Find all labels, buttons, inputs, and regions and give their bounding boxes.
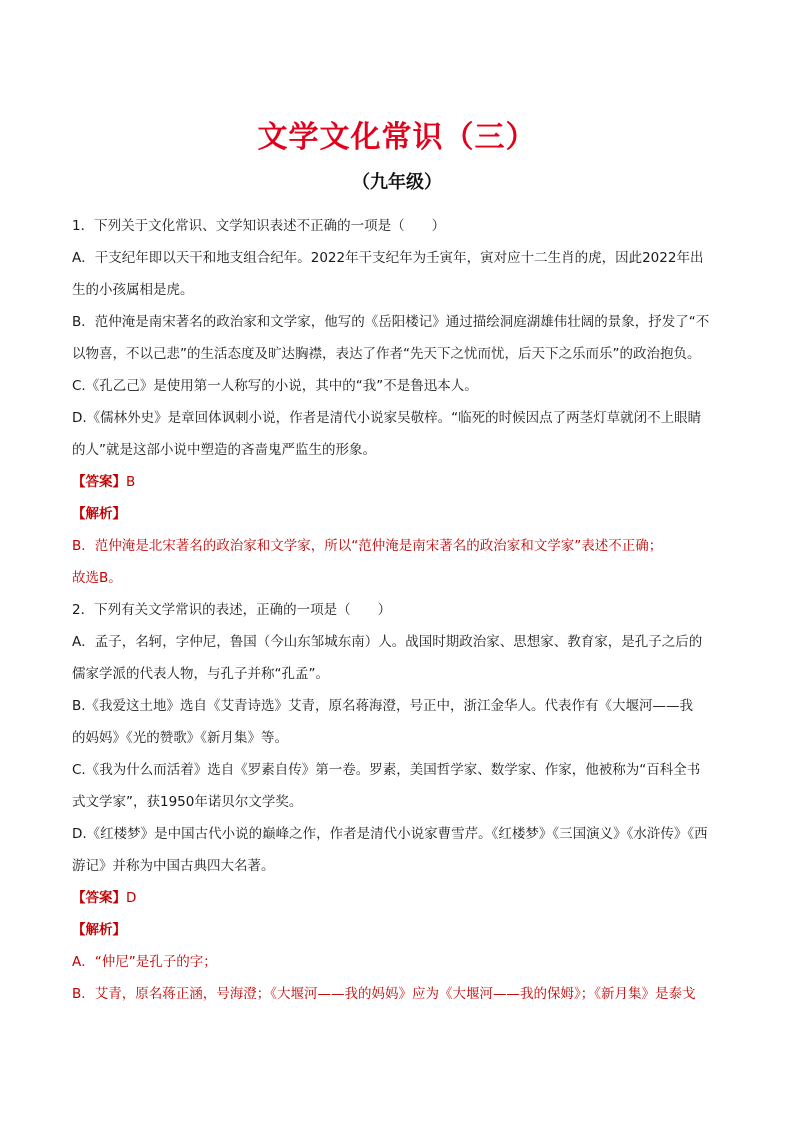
question-1-answer — [72, 466, 722, 498]
answer-value: D — [126, 890, 137, 906]
question-1-option-d: D.《儒林外史》是章回体讽刺小说，作者是清代小说家吴敬梓。“临死的时候因点了两茎灯草就闭不上眼睛 — [72, 410, 702, 426]
question-1-analysis-line-2: 故选B。 — [72, 570, 122, 586]
question-1-analysis-label: 【解析】 — [72, 506, 126, 522]
question-1-option-d-cont: 的人”就是这部小说中塑造的吝啬鬼严监生的形象。 — [72, 442, 376, 458]
question-1-stem: 1．下列关于文化常识、文学知识表述不正确的一项是（ ） — [72, 218, 446, 234]
question-1-analysis-line-1: B．范仲淹是北宋著名的政治家和文学家，所以“范仲淹是南宋著名的政治家和文学家”表述不正确； — [72, 538, 663, 554]
question-1-option-c: C.《孔乙己》是使用第一人称写的小说，其中的“我”不是鲁迅本人。 — [72, 378, 478, 394]
answer-value: B — [126, 474, 136, 490]
question-2-option-d: D.《红楼梦》是中国古代小说的巅峰之作，作者是清代小说家曹雪芹。《红楼梦》《三国演义》《水浒传》《西 — [72, 826, 708, 842]
question-2-analysis-label: 【解析】 — [72, 922, 126, 938]
question-1-option-b-cont: 以物喜，不以己悲”的生活态度及旷达胸襟，表达了作者“先天下之忧而忧，后天下之乐而乐”的政治抱负。 — [72, 346, 701, 362]
page-title: 文学文化常识（三） — [257, 120, 537, 155]
question-2-analysis-line-2: B．艾青，原名蒋正涵，号海澄；《大堰河——我的妈妈》应为《大堰河——我的保姆》；《新月集》是泰戈 — [72, 986, 696, 1002]
question-1-option-a-cont: 生的小孩属相是虎。 — [72, 282, 194, 298]
answer-label: 【答案】 — [72, 890, 126, 906]
question-2-option-d-cont: 游记》并称为中国古典四大名著。 — [72, 858, 275, 874]
question-2-option-b: B.《我爱这土地》选自《艾青诗选》艾青，原名蒋海澄，号正中，浙江金华人。代表作有《大堰河——我 — [72, 698, 694, 714]
answer-label: 【答案】 — [72, 474, 126, 490]
question-2-option-c-cont: 式文学家”，获1950年诺贝尔文学奖。 — [72, 794, 303, 810]
question-list — [72, 210, 722, 1010]
question-2-stem: 2．下列有关文学常识的表述，正确的一项是（ ） — [72, 602, 392, 618]
question-2-option-c: C.《我为什么而活着》选自《罗素自传》第一卷。罗素，美国哲学家、数学家、作家，他被称为“百科全书 — [72, 762, 701, 778]
question-2-option-a: A．孟子，名轲，字仲尼，鲁国（今山东邹城东南）人。战国时期政治家、思想家、教育家，是孔子之后的 — [72, 634, 703, 650]
question-2-option-a-cont: 儒家学派的代表人物，与孔子并称“孔孟”。 — [72, 666, 329, 682]
page-subtitle: （九年级） — [352, 172, 442, 193]
question-2-analysis-line-1: A．“仲尼”是孔子的字； — [72, 954, 217, 970]
question-2-option-b-cont: 的妈妈》《光的赞歌》《新月集》等。 — [72, 730, 288, 746]
question-1-option-a: A．干支纪年即以天干和地支组合纪年。2022年干支纪年为壬寅年，寅对应十二生肖的虎，因此2022年出 — [72, 250, 704, 266]
question-1-option-b: B．范仲淹是南宋著名的政治家和文学家，他写的《岳阳楼记》通过描绘洞庭湖雄伟壮阔的景象，抒发了“不 — [72, 314, 710, 330]
question-2-answer — [72, 882, 722, 914]
